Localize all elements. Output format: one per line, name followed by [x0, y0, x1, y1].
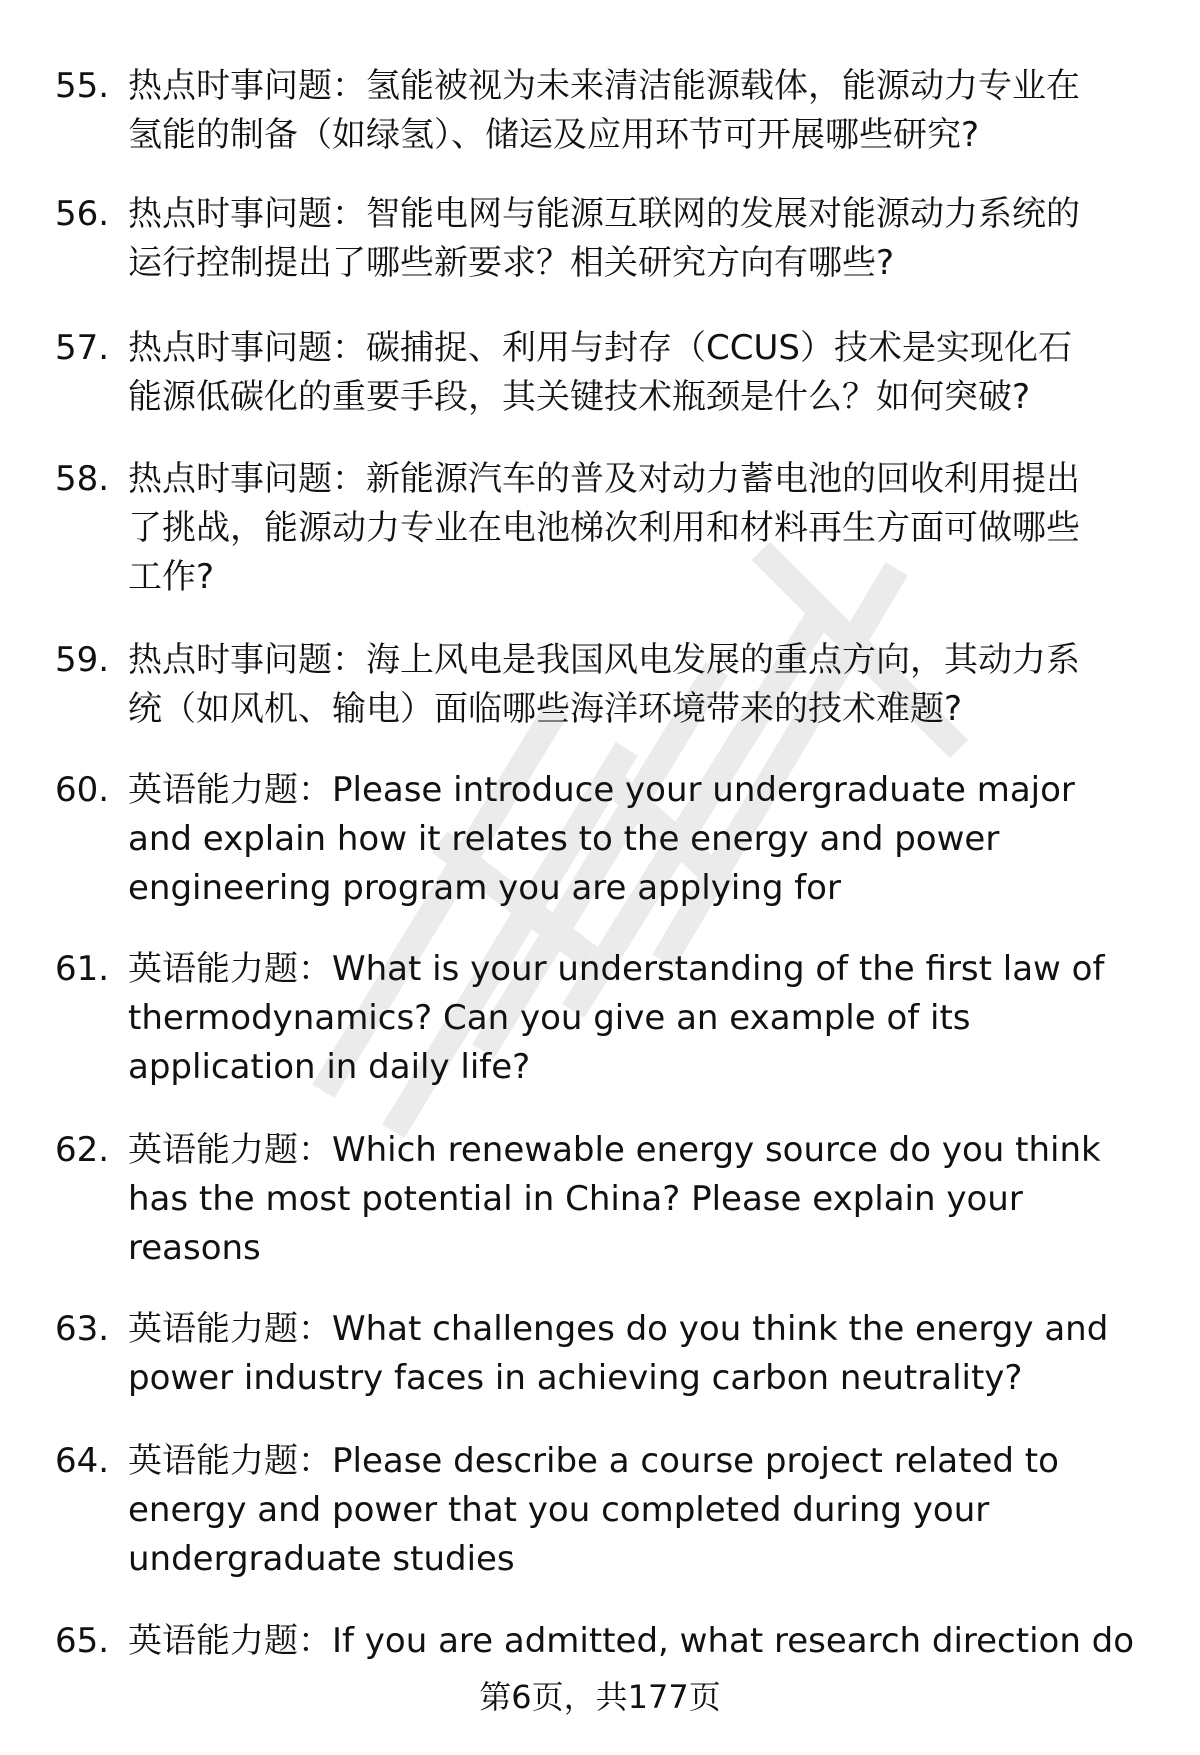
question-text-line: 热点时事问题：碳捕捉、利用与封存（CCUS）技术是实现化石: [128, 328, 1072, 368]
question-number: 62.: [55, 1130, 110, 1170]
question-text-line: 热点时事问题：氢能被视为未来清洁能源载体，能源动力专业在: [128, 66, 1080, 106]
question-text-line: thermodynamics? Can you give an example of its: [128, 998, 971, 1038]
question-text: [128, 766, 1188, 913]
question-text-line: 英语能力题：Please introduce your undergraduate major: [128, 770, 1075, 810]
question-text-line: 了挑战，能源动力专业在电池梯次利用和材料再生方面可做哪些: [128, 508, 1080, 548]
question-text-line: energy and power that you completed during your: [128, 1490, 990, 1530]
question-text: [128, 62, 1188, 160]
question-text: [128, 190, 1188, 288]
question-number: 57.: [55, 328, 110, 368]
question-text-line: 热点时事问题：新能源汽车的普及对动力蓄电池的回收利用提出: [128, 459, 1080, 499]
question-text: [128, 636, 1188, 734]
question-text-line: reasons: [128, 1228, 261, 1268]
question-text-line: 氢能的制备（如绿氢）、储运及应用环节可开展哪些研究?: [128, 115, 980, 155]
question-text-line: power industry faces in achieving carbon neutrality?: [128, 1358, 1023, 1398]
question-text-line: 英语能力题：If you are admitted, what research direction do: [128, 1621, 1135, 1661]
question-text-line: 热点时事问题：智能电网与能源互联网的发展对能源动力系统的: [128, 194, 1080, 234]
question-text-line: undergraduate studies: [128, 1539, 515, 1579]
question-text: [128, 1437, 1188, 1584]
question-number: 61.: [55, 949, 110, 989]
question-text-line: 英语能力题：What is your understanding of the first law of: [128, 949, 1105, 989]
question-number: 55.: [55, 66, 110, 106]
question-number: 65.: [55, 1621, 110, 1661]
question-text: [128, 1617, 1188, 1666]
question-number: 63.: [55, 1309, 110, 1349]
page-indicator: 第6页，共177页: [479, 1678, 721, 1716]
question-text-line: 英语能力题：Which renewable energy source do you think: [128, 1130, 1101, 1170]
question-text-line: 统（如风机、输电）面临哪些海洋环境带来的技术难题?: [128, 689, 963, 729]
question-text-line: 英语能力题：What challenges do you think the energy and: [128, 1309, 1109, 1349]
question-text: [128, 1126, 1188, 1273]
question-text-line: 热点时事问题：海上风电是我国风电发展的重点方向，其动力系: [128, 640, 1080, 680]
question-text-line: 工作?: [128, 557, 215, 597]
question-text-line: 运行控制提出了哪些新要求？相关研究方向有哪些?: [128, 243, 895, 283]
question-text: [128, 324, 1188, 422]
question-text-line: has the most potential in China? Please explain your: [128, 1179, 1023, 1219]
question-text-line: and explain how it relates to the energy and power: [128, 819, 1000, 859]
question-text-line: engineering program you are applying for: [128, 868, 841, 908]
question-number: 64.: [55, 1441, 110, 1481]
question-number: 56.: [55, 194, 110, 234]
question-number: 60.: [55, 770, 110, 810]
question-text: [128, 945, 1188, 1092]
question-text-line: 英语能力题：Please describe a course project related to: [128, 1441, 1059, 1481]
question-text-line: application in daily life?: [128, 1047, 531, 1087]
question-text: [128, 455, 1188, 602]
question-number: 59.: [55, 640, 110, 680]
question-text: [128, 1305, 1188, 1403]
question-text-line: 能源低碳化的重要手段，其关键技术瓶颈是什么？如何突破?: [128, 377, 1031, 417]
question-number: 58.: [55, 459, 110, 499]
